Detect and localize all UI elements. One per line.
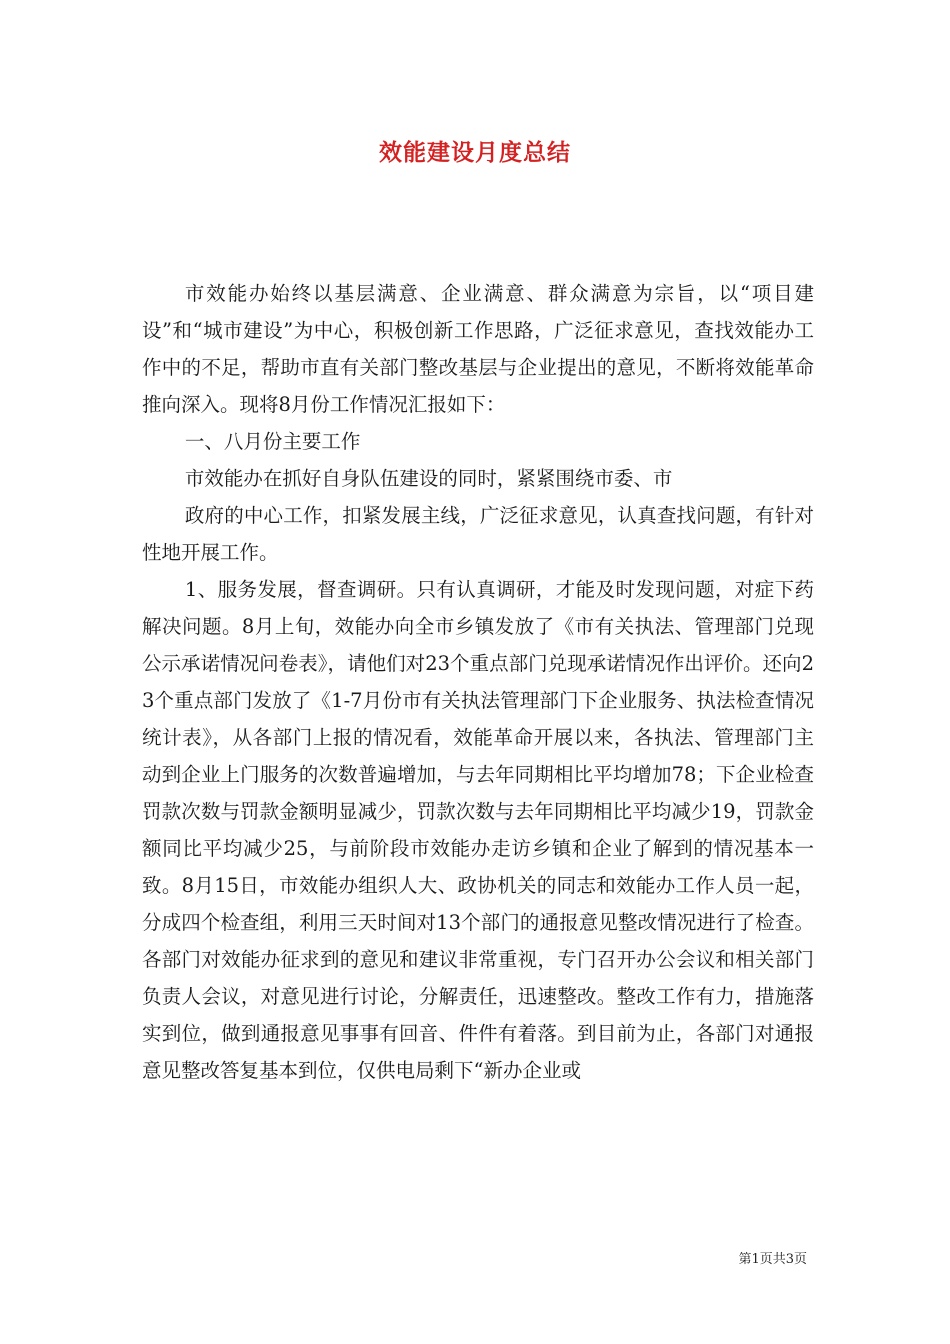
page-number: 第1页共3页 (738, 1252, 807, 1267)
document-title: 效能建设月度总结 (379, 140, 571, 166)
section-paragraph-line: 市效能办在抓好自身队伍建设的同时，紧紧围绕市委、市 (184, 467, 673, 490)
section-paragraph: 政府的中心工作，扣紧发展主线，广泛征求意见，认真查找问题，有针对性地开展工作。 (142, 504, 814, 564)
intro-paragraph: 市效能办始终以基层满意、企业满意、群众满意为宗旨，以“项目建设”和“城市建设”为中心，积极创新工作思路，广泛征求意见，查找效能办工作中的不足，帮助市直有关部门整改基层与企业提出的意见，不断将效能革命推向深入。现将8月份工作情况汇报如下： (142, 282, 814, 416)
section-heading: 一、八月份主要工作 (184, 430, 361, 453)
document-body (142, 275, 814, 1089)
item-paragraph: 1、服务发展，督查调研。只有认真调研，才能及时发现问题，对症下药解决问题。8月上旬，效能办向全市乡镇发放了《市有关执法、管理部门兑现公示承诺情况问卷表》，请他们对23个重点部门兑现承诺情况作出评价。还向23个重点部门发放了《1-7月份市有关执法管理部门下企业服务、执法检查情况统计表》，从各部门上报的情况看，效能革命开展以来，各执法、管理部门主动到企业上门服务的次数普遍增加，与去年同期相比平均增加78；下企业检查罚款次数与罚款金额明显减少，罚款次数与去年同期相比平均减少19，罚款金额同比平均减少25，与前阶段市效能办走访乡镇和企业了解到的情况基本一致。8月15日，市效能办组织人大、政协机关的同志和效能办工作人员一起，分成四个检查组，利用三天时间对13个部门的通报意见整改情况进行了检查。各部门对效能办征求到的意见和建议非常重视，专门召开办公会议和相关部门负责人会议，对意见进行讨论，分解责任，迅速整改。整改工作有力，措施落实到位，做到通报意见事事有回音、件件有着落。到目前为止，各部门对通报意见整改答复基本到位，仅供电局剩下“新办企业或 (142, 578, 814, 1082)
